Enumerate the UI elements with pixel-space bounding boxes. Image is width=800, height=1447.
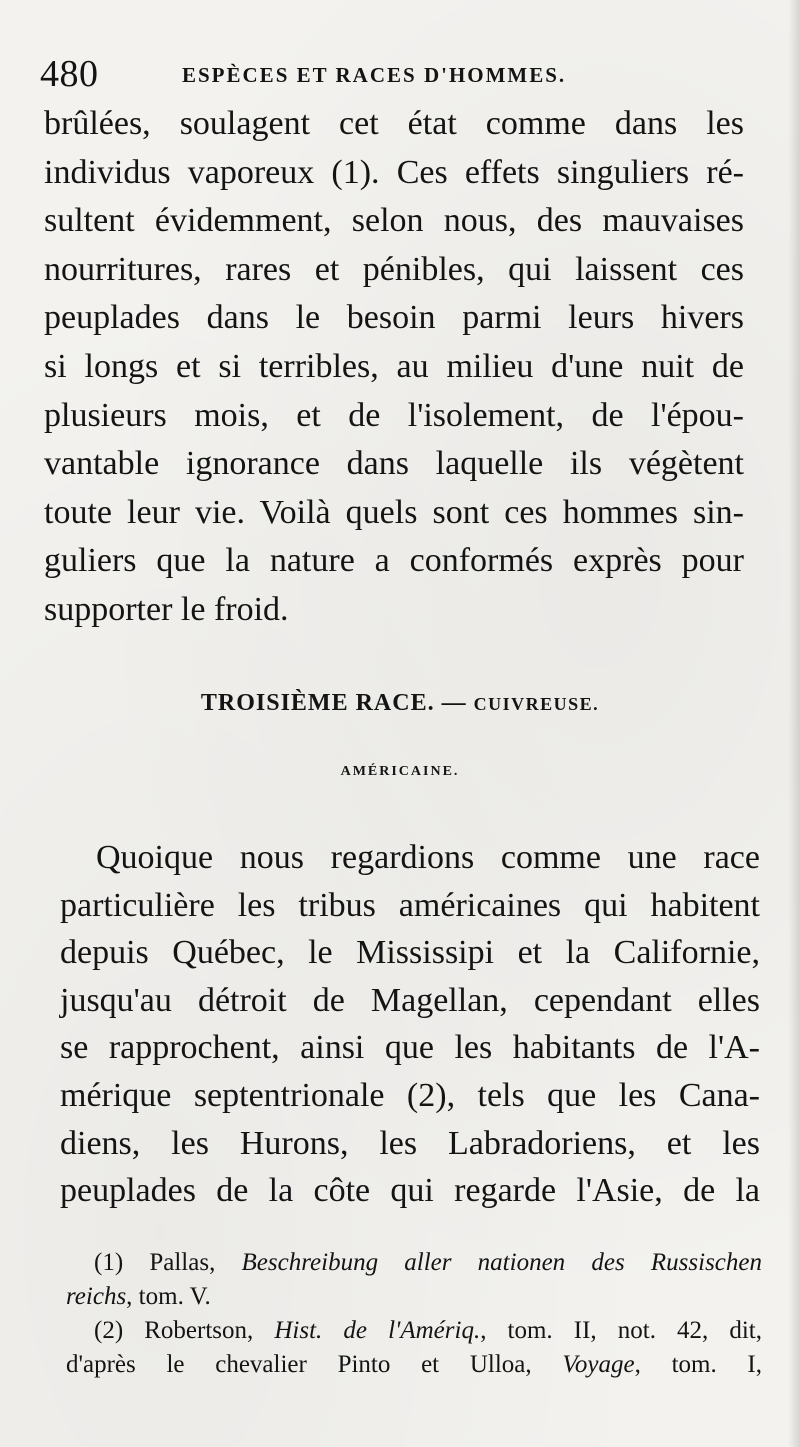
text-line: particulière les tribus américaines qui habitent [60, 886, 760, 924]
footnote-author: Pallas, [149, 1249, 216, 1276]
text-line: si longs et si terribles, au milieu d'une nuit de [44, 347, 744, 385]
footnote-text: d'après le chevalier Pinto et Ulloa, [66, 1351, 532, 1378]
text-line: plusieurs mois, et de l'isolement, de l'épou- [44, 396, 744, 434]
footnote-rest: , tom. II, not. 42, dit, [480, 1317, 762, 1344]
footnote-marker: (2) [94, 1317, 124, 1344]
section-heading [0, 690, 800, 717]
section-title: TROISIÈME RACE. [200, 690, 435, 716]
running-head [40, 52, 760, 96]
page-number: 480 [40, 53, 99, 95]
footnote-marker: (1) [94, 1249, 124, 1276]
text-line: toute leur vie. Voilà quels sont ces hommes sin- [44, 493, 744, 531]
running-title: ESPÈCES ET RACES D'HOMMES. [182, 63, 567, 87]
text-line: diens, les Hurons, les Labradoriens, et les [60, 1124, 760, 1162]
text-line: Quoique nous regardions comme une race [96, 839, 760, 876]
page-edge-shadow [788, 0, 800, 1447]
text-line: vantable ignorance dans laquelle ils végètent [44, 445, 744, 483]
text-line: sultent évidemment, selon nous, des mauvaises [44, 202, 744, 240]
text-line: nourritures, rares et pénibles, qui laissent ces [44, 250, 744, 288]
text-line: guliers que la nature a conformés exprès pour [44, 542, 744, 580]
footnote-title: Voyage [562, 1351, 635, 1378]
text-line: jusqu'au détroit de Magellan, cependant elles [60, 981, 760, 1019]
paragraph-2 [60, 834, 760, 1215]
section-title-sub: CUIVREUSE. [473, 694, 600, 714]
text-line: supporter le froid. [44, 590, 289, 628]
text-line: depuis Québec, le Mississipi et la Californie, [60, 934, 760, 972]
text-line: brûlées, soulagent cet état comme dans les [44, 105, 744, 142]
paragraph-1 [44, 100, 744, 635]
footnote-title: Hist. de l'Amériq. [274, 1317, 481, 1344]
footnote-rest: , tom. V. [126, 1283, 211, 1310]
section-dash: — [441, 690, 467, 716]
footnote-1 [66, 1246, 762, 1280]
footnote-2-cont [66, 1348, 762, 1382]
text-line: mérique septentrionale (2), tels que les Cana- [60, 1076, 760, 1114]
section-subheading: AMÉRICAINE. [340, 764, 460, 779]
text-line: individus vaporeux (1). Ces effets singuliers ré- [44, 153, 744, 191]
text-line: peuplades de la côte qui regarde l'Asie, de la [60, 1172, 760, 1210]
footnote-1-cont [66, 1280, 762, 1314]
text-line: se rapprochent, ainsi que les habitants de l'A- [60, 1029, 760, 1067]
footnotes [66, 1246, 762, 1382]
footnote-author: Robertson, [144, 1317, 254, 1344]
text-line: peuplades dans le besoin parmi leurs hivers [44, 299, 744, 337]
footnote-2 [66, 1314, 762, 1348]
footnote-title-cont: reichs [66, 1283, 127, 1310]
footnote-rest: , tom. I, [634, 1351, 763, 1378]
footnote-title: Beschreibung aller nationen des Russischen [241, 1249, 762, 1276]
